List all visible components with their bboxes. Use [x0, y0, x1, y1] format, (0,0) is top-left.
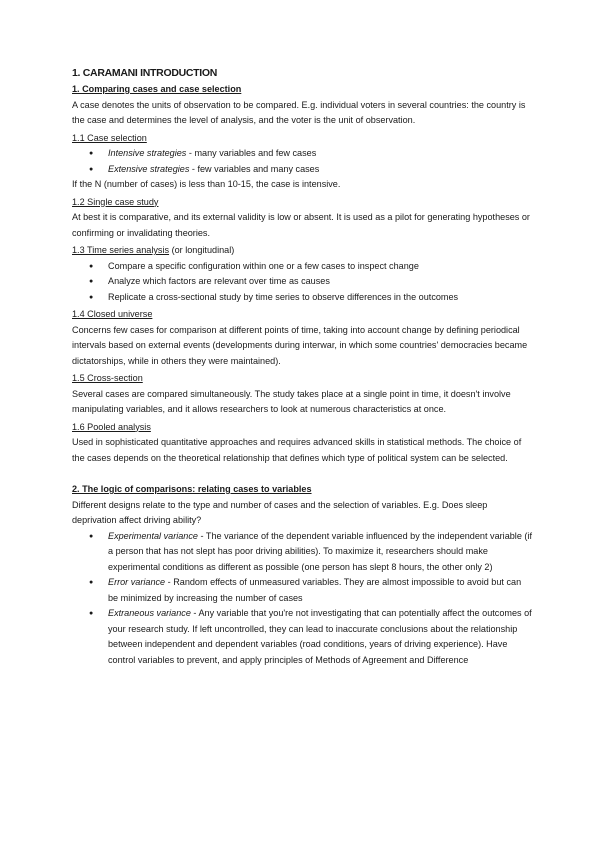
section-2-intro: Different designs relate to the type and number of cases and the selection of variables. E.g. Does sleep deprivation affect driving ability?	[72, 499, 488, 525]
section-heading-1: 1. Comparing cases and case selection	[72, 84, 242, 94]
subsection-heading-1-2: 1.2 Single case study	[72, 196, 159, 207]
list-item: ● Extraneous variance - Any variable that you're not investigating that can potentially affect the outcomes of your research study. If left uncontrolled, they can lead to inaccurate conclusions about the relationship between independent and dependent variables (road conditions, years of driving experience). Have control variables to prevent, and apply principles of Methods of Agreement and Difference	[72, 606, 532, 668]
document-page	[72, 66, 532, 668]
section-spacer	[72, 466, 532, 482]
list-item: ● Replicate a cross-sectional study by time series to observe differences in the outcomes	[72, 290, 532, 306]
case-selection-note: If the N (number of cases) is less than 10-15, the case is intensive.	[72, 179, 341, 189]
closed-universe-text: Concerns few cases for comparison at different points of time, taking into account change by defining periodical intervals based on external events (developments during interwar, in which some countries' democracies became dictatorships, while in others they were maintained).	[72, 324, 528, 366]
case-selection-list	[72, 146, 532, 177]
pooled-analysis-text: Used in sophisticated quantitative approaches and requires advanced skills in statistical methods. The choice of the cases depends on the theoretical relationship that defines which type of political system can be selected.	[72, 437, 522, 463]
subsection-heading-1-4: 1.4 Closed universe	[72, 309, 153, 319]
section-heading-2: 2. The logic of comparisons: relating cases to variables	[72, 484, 312, 494]
section-1-intro: A case denotes the units of observation to be compared. E.g. individual voters in several countries: the country is the case and determines the level of analysis, and the voter is the unit of observation.	[72, 99, 526, 125]
list-item: ● Experimental variance - The variance of the dependent variable influenced by the independent variable (if a person that has not slept has poor driving abilities). To maximize it, researchers should make experimental conditions as different as possible (one person has slept 8 hours, the other only 2)	[72, 529, 532, 576]
variance-list	[72, 529, 532, 669]
subsection-heading-1-6: 1.6 Pooled analysis	[72, 421, 151, 432]
subsection-heading-1-5: 1.5 Cross-section	[72, 373, 143, 383]
single-case-text: At best it is comparative, and its external validity is low or absent. It is used as a pilot for generating hypotheses or confirming or invalidating theories.	[72, 212, 530, 238]
list-item: ● Analyze which factors are relevant over time as causes	[72, 274, 532, 290]
list-item: ● Compare a specific configuration within one or a few cases to inspect change	[72, 259, 532, 275]
cross-section-text: Several cases are compared simultaneously. The study takes place at a single point in time, it doesn't involve manipulating variables, and it allows researchers to look at numerous characteristics at once.	[72, 388, 511, 414]
subsection-heading-1-1: 1.1 Case selection	[72, 132, 147, 143]
list-item: ● Extensive strategies - few variables and many cases	[72, 162, 532, 178]
document-title: 1. CARAMANI INTRODUCTION	[72, 67, 218, 79]
list-item: ● Intensive strategies - many variables and few cases	[72, 146, 532, 162]
list-item: ● Error variance - Random effects of unmeasured variables. They are almost impossible to avoid but can be minimized by increasing the number of cases	[72, 575, 532, 606]
time-series-list	[72, 259, 532, 306]
subsection-heading-1-3: 1.3 Time series analysis (or longitudinal)	[72, 245, 235, 255]
